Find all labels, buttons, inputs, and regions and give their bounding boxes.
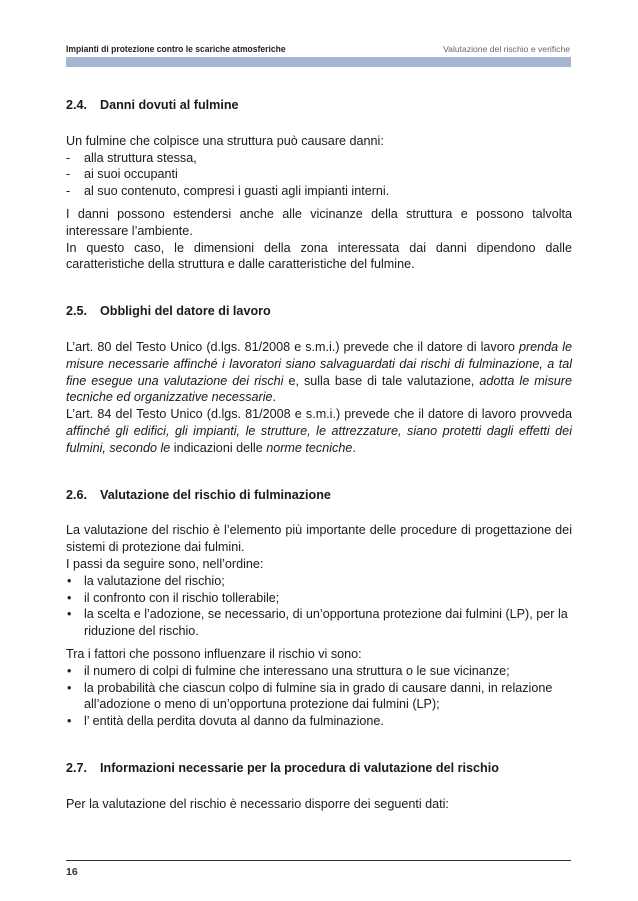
heading-2-5: 2.5. Obblighi del datore di lavoro: [66, 304, 271, 319]
header-section: Valutazione del rischio e verifiche: [443, 44, 570, 54]
list-item: - al suo contenuto, compresi i guasti agli impianti interni.: [66, 183, 572, 200]
list-item: - ai suoi occupanti: [66, 166, 572, 183]
header-band: [66, 57, 571, 67]
s24-paragraph: I danni possono estendersi anche alle vicinanze della struttura e possono talvolta interessare l’ambiente.: [66, 206, 572, 238]
list-item: • l’ entità della perdita dovuta al danno da fulminazione.: [66, 713, 572, 730]
list-item: - alla struttura stessa,: [66, 150, 572, 167]
header-title: Impianti di protezione contro le scariche atmosferiche: [66, 44, 286, 54]
list-item: • il confronto con il rischio tollerabile;: [66, 590, 572, 607]
s25-art80: L’art. 80 del Testo Unico (d.lgs. 81/2008 e s.m.i.) prevede che il datore di lavoro prenda le misure necessarie affinché i lavoratori siano salvaguardati dai rischi di fulminazione, a tal fine esegue una valutazione dei rischi e, sulla base di tale valutazione, adotta le misure tecniche ed organizzative necessarie.: [66, 339, 572, 405]
running-header: [66, 44, 570, 58]
s24-intro: Un fulmine che colpisce una struttura può causare danni:: [66, 133, 384, 148]
heading-2-7: 2.7. Informazioni necessarie per la procedura di valutazione del rischio: [66, 760, 499, 775]
list-item: • la scelta e l’adozione, se necessario, di un’opportuna protezione dai fulmini (LP), per la riduzione del rischio.: [66, 606, 572, 640]
s26-paragraph: La valutazione del rischio è l’elemento più importante delle procedure di progettazione dei sistemi di protezione dai fulmini.: [66, 523, 572, 555]
page-number: 16: [66, 866, 78, 878]
s25-art84: L’art. 84 del Testo Unico (d.lgs. 81/2008 e s.m.i.) prevede che il datore di lavoro provveda affinché gli edifici, gli impianti, le strutture, le attrezzature, siano protetti dagli effetti dei fulmini, secondo le indicazioni delle norme tecniche.: [66, 407, 572, 455]
list-item: • il numero di colpi di fulmine che interessano una struttura o le sue vicinanze;: [66, 663, 572, 680]
page-body: [66, 97, 572, 813]
s26-paragraph: Tra i fattori che possono influenzare il rischio vi sono:: [66, 646, 362, 661]
s24-paragraph: In questo caso, le dimensioni della zona interessata dai danni dipendono dalle caratteristiche della struttura e dalle caratteristiche del fulmine.: [66, 240, 572, 272]
s26-paragraph: I passi da seguire sono, nell’ordine:: [66, 556, 264, 571]
heading-2-6: 2.6. Valutazione del rischio di fulminazione: [66, 487, 331, 502]
heading-2-4: 2.4. Danni dovuti al fulmine: [66, 98, 239, 112]
list-item: • la probabilità che ciascun colpo di fulmine sia in grado di causare danni, in relazione all’adozione o meno di un’opportuna protezione dai fulmini (LP);: [66, 680, 572, 714]
s27-paragraph: Per la valutazione del rischio è necessario disporre dei seguenti dati:: [66, 796, 449, 811]
list-item: • la valutazione del rischio;: [66, 573, 572, 590]
footer-rule: [66, 860, 571, 861]
